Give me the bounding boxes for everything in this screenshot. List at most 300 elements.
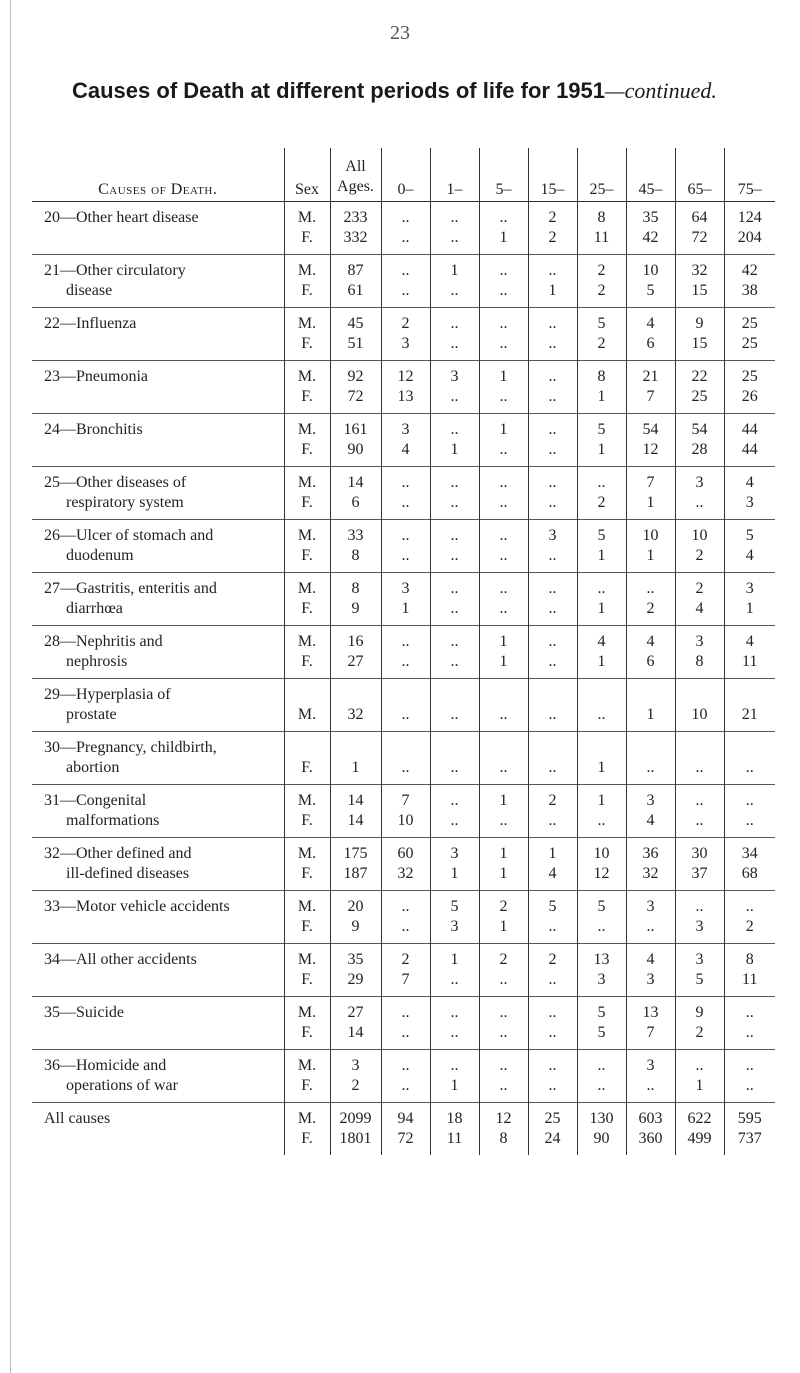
age-25-cell <box>577 626 626 679</box>
age-75-value: 204 <box>737 229 762 246</box>
age-65-value: 5 <box>695 971 704 988</box>
age-45-cell <box>626 520 675 573</box>
cause-label: respiratory system <box>66 494 184 511</box>
cause-cell <box>32 891 284 944</box>
age-45-cell <box>626 785 675 838</box>
age-15-cell <box>528 1050 577 1103</box>
age-15-cell <box>528 1103 577 1156</box>
age-25-value: 1 <box>597 388 606 405</box>
age-5-value: 12 <box>495 1110 512 1127</box>
age-15-cell <box>528 891 577 944</box>
age-25-value: .. <box>597 812 606 829</box>
age-25-value: 8 <box>597 368 606 385</box>
age-65-value: 8 <box>695 653 704 670</box>
sex-value: M. <box>297 315 317 332</box>
cause-cell <box>32 997 284 1050</box>
age-75-cell <box>724 732 775 785</box>
age-75-value: .. <box>745 1077 754 1094</box>
all-ages-cell <box>330 520 381 573</box>
page-title-main: Causes of Death at different periods of life for 1951 <box>72 78 606 103</box>
age-65-value: 9 <box>695 315 704 332</box>
header-all-ages-line-2: Ages. <box>337 178 374 195</box>
all-ages-value <box>331 738 381 758</box>
header-age-75: 75– <box>724 148 775 202</box>
age-0-value: 2 <box>401 951 410 968</box>
sex-value: F. <box>301 282 313 299</box>
sex-cell <box>284 520 330 573</box>
age-0-value: 7 <box>401 971 410 988</box>
age-25-value: 13 <box>593 951 610 968</box>
age-45-value: 10 <box>642 527 659 544</box>
all-ages-cell <box>330 944 381 997</box>
age-75-value: 44 <box>741 421 758 438</box>
age-1-value: 3 <box>450 845 459 862</box>
age-1-value: 1 <box>450 441 459 458</box>
table-row <box>32 679 775 732</box>
cause-label: 22—Influenza <box>44 315 137 332</box>
age-0-value: .. <box>401 706 410 723</box>
sex-value: M. <box>297 1057 317 1074</box>
age-15-cell <box>528 679 577 732</box>
sex-value: F. <box>301 600 313 617</box>
age-5-value: 1 <box>499 653 508 670</box>
age-15-value: .. <box>548 547 557 564</box>
age-15-value: .. <box>548 1024 557 1041</box>
age-25-cell <box>577 891 626 944</box>
cause-label: 29—Hyperplasia of <box>44 686 171 703</box>
age-45-cell <box>626 202 675 255</box>
age-1-value: .. <box>450 1024 459 1041</box>
table-row <box>32 308 775 361</box>
cause-cell <box>32 944 284 997</box>
age-25-value <box>578 738 626 758</box>
age-45-value: 54 <box>642 421 659 438</box>
age-25-value: .. <box>597 580 606 597</box>
age-5-cell <box>479 891 528 944</box>
age-75-cell <box>724 679 775 732</box>
age-65-cell <box>675 467 724 520</box>
age-1-value: .. <box>450 547 459 564</box>
age-0-cell <box>381 414 430 467</box>
age-15-cell <box>528 414 577 467</box>
age-0-cell <box>381 361 430 414</box>
age-25-value: .. <box>597 1057 606 1074</box>
cause-cell <box>32 467 284 520</box>
age-45-cell <box>626 944 675 997</box>
age-65-cell <box>675 679 724 732</box>
age-15-value: .. <box>548 1077 557 1094</box>
age-75-cell <box>724 255 775 308</box>
age-65-value: 3 <box>695 918 704 935</box>
age-75-value: 25 <box>741 368 758 385</box>
age-65-value: 2 <box>695 547 704 564</box>
age-75-cell <box>724 944 775 997</box>
all-ages-value: 332 <box>343 229 368 246</box>
all-ages-value: 14 <box>347 1024 364 1041</box>
age-5-cell <box>479 520 528 573</box>
all-ages-value: 90 <box>347 441 364 458</box>
age-45-value: .. <box>646 759 655 776</box>
age-1-value: .. <box>450 1004 459 1021</box>
age-0-cell <box>381 520 430 573</box>
sex-value <box>285 738 330 758</box>
cause-cell <box>32 785 284 838</box>
age-1-value: .. <box>450 209 459 226</box>
age-65-value: 3 <box>695 474 704 491</box>
header-age-0: 0– <box>381 148 430 202</box>
cause-cell <box>32 520 284 573</box>
sex-value: M. <box>297 262 317 279</box>
table-row <box>32 255 775 308</box>
page-binding-edge <box>10 0 11 1373</box>
age-65-value: 32 <box>691 262 708 279</box>
age-5-value: 1 <box>499 845 508 862</box>
all-ages-value: 175 <box>343 845 368 862</box>
age-65-cell <box>675 944 724 997</box>
age-25-value: 2 <box>597 262 606 279</box>
age-45-value: 7 <box>646 474 655 491</box>
all-ages-cell <box>330 732 381 785</box>
table-row <box>32 202 775 255</box>
all-ages-value: 14 <box>347 812 364 829</box>
age-25-cell <box>577 361 626 414</box>
cause-cell <box>32 732 284 785</box>
age-65-value: 15 <box>691 335 708 352</box>
sex-value: F. <box>301 547 313 564</box>
sex-cell <box>284 997 330 1050</box>
age-65-value: 64 <box>691 209 708 226</box>
age-65-cell <box>675 1103 724 1156</box>
age-1-cell <box>430 308 479 361</box>
all-ages-value: 3 <box>351 1057 360 1074</box>
age-5-value: .. <box>499 262 508 279</box>
age-0-cell <box>381 1103 430 1156</box>
age-75-value: 11 <box>742 971 758 988</box>
age-0-cell <box>381 838 430 891</box>
age-75-cell <box>724 997 775 1050</box>
table-row <box>32 944 775 997</box>
sex-cell <box>284 573 330 626</box>
age-75-value: 4 <box>745 633 754 650</box>
age-1-cell <box>430 838 479 891</box>
age-75-value: .. <box>745 1024 754 1041</box>
age-25-value: 130 <box>589 1110 614 1127</box>
age-15-value: 1 <box>548 282 557 299</box>
age-45-value: 13 <box>642 1004 659 1021</box>
sex-value: F. <box>301 1077 313 1094</box>
age-45-value: 1 <box>646 494 655 511</box>
all-ages-cell <box>330 838 381 891</box>
age-65-value: 28 <box>691 441 708 458</box>
age-25-cell <box>577 467 626 520</box>
sex-value: M. <box>297 951 317 968</box>
age-15-cell <box>528 255 577 308</box>
age-65-cell <box>675 838 724 891</box>
age-45-cell <box>626 838 675 891</box>
age-0-value: .. <box>401 653 410 670</box>
age-5-value: 1 <box>499 865 508 882</box>
age-0-cell <box>381 573 430 626</box>
table-row <box>32 891 775 944</box>
sex-value <box>285 685 330 705</box>
age-65-value: 1 <box>695 1077 704 1094</box>
age-15-cell <box>528 202 577 255</box>
cause-label: disease <box>66 282 113 299</box>
sex-cell <box>284 414 330 467</box>
age-65-value: .. <box>695 898 704 915</box>
age-45-value: 10 <box>642 262 659 279</box>
table-row <box>32 467 775 520</box>
age-75-value <box>725 685 776 705</box>
age-25-value: 2 <box>597 335 606 352</box>
table-row <box>32 785 775 838</box>
age-25-cell <box>577 414 626 467</box>
all-ages-value: 61 <box>347 282 364 299</box>
age-75-value: 25 <box>741 335 758 352</box>
age-5-cell <box>479 308 528 361</box>
age-0-value: .. <box>401 474 410 491</box>
sex-value: M. <box>297 898 317 915</box>
age-5-value: .. <box>499 600 508 617</box>
age-5-cell <box>479 1050 528 1103</box>
age-25-cell <box>577 838 626 891</box>
age-45-value: 2 <box>646 600 655 617</box>
age-5-value: .. <box>499 1004 508 1021</box>
age-15-value <box>529 685 577 705</box>
age-75-value: 44 <box>741 441 758 458</box>
cause-label: 20—Other heart disease <box>44 209 199 226</box>
age-75-cell <box>724 414 775 467</box>
age-5-value: .. <box>499 494 508 511</box>
page-title <box>72 78 772 104</box>
table-row <box>32 1050 775 1103</box>
table-row <box>32 361 775 414</box>
all-ages-value: 6 <box>351 494 360 511</box>
age-25-value <box>578 685 626 705</box>
age-65-value: 54 <box>691 421 708 438</box>
age-1-value: .. <box>450 421 459 438</box>
age-5-value: .. <box>499 759 508 776</box>
age-1-value: .. <box>450 388 459 405</box>
all-ages-value: 1 <box>351 759 360 776</box>
sex-cell <box>284 732 330 785</box>
age-25-value: 1 <box>597 653 606 670</box>
sex-cell <box>284 308 330 361</box>
age-15-value <box>529 738 577 758</box>
all-ages-cell <box>330 891 381 944</box>
all-ages-cell <box>330 1103 381 1156</box>
header-all-ages-line-1: All <box>345 158 366 175</box>
sex-value: F. <box>301 1130 313 1147</box>
age-25-cell <box>577 255 626 308</box>
age-25-value: 5 <box>597 527 606 544</box>
cause-label: 28—Nephritis and <box>44 633 163 650</box>
sex-value: F. <box>301 494 313 511</box>
age-65-cell <box>675 361 724 414</box>
age-75-value: .. <box>745 812 754 829</box>
age-0-value: 3 <box>401 335 410 352</box>
age-1-cell <box>430 467 479 520</box>
age-25-cell <box>577 679 626 732</box>
age-0-value: 10 <box>397 812 414 829</box>
sex-cell <box>284 1103 330 1156</box>
age-75-value: .. <box>745 792 754 809</box>
age-45-value <box>627 685 675 705</box>
age-65-value: 9 <box>695 1004 704 1021</box>
age-0-value <box>382 685 430 705</box>
age-0-value: 60 <box>397 845 414 862</box>
sex-value: F. <box>301 865 313 882</box>
age-75-value: .. <box>745 898 754 915</box>
cause-cell <box>32 202 284 255</box>
age-75-value: 21 <box>741 706 758 723</box>
age-0-value: .. <box>401 1057 410 1074</box>
age-45-value: 4 <box>646 951 655 968</box>
header-sex: Sex <box>284 148 330 202</box>
cause-label: 34—All other accidents <box>44 951 197 968</box>
age-75-cell <box>724 520 775 573</box>
age-75-value: 26 <box>741 388 758 405</box>
age-5-value: 1 <box>499 368 508 385</box>
sex-cell <box>284 1050 330 1103</box>
age-0-value: .. <box>401 759 410 776</box>
header-age-5: 5– <box>479 148 528 202</box>
age-65-value: 37 <box>691 865 708 882</box>
age-25-value: 5 <box>597 1004 606 1021</box>
age-15-cell <box>528 573 577 626</box>
age-0-value: .. <box>401 633 410 650</box>
age-5-value: .. <box>499 1057 508 1074</box>
age-25-value: 1 <box>597 759 606 776</box>
cause-cell <box>32 308 284 361</box>
header-age-65: 65– <box>675 148 724 202</box>
age-5-value: 1 <box>499 633 508 650</box>
age-65-value <box>676 685 724 705</box>
age-1-cell <box>430 573 479 626</box>
age-65-cell <box>675 520 724 573</box>
age-15-value: .. <box>548 335 557 352</box>
all-ages-value: 161 <box>343 421 368 438</box>
age-45-value <box>627 738 675 758</box>
age-25-value: 1 <box>597 792 606 809</box>
age-65-value: .. <box>695 792 704 809</box>
age-1-cell <box>430 255 479 308</box>
age-1-value: 1 <box>450 865 459 882</box>
age-5-cell <box>479 255 528 308</box>
age-0-value: .. <box>401 1024 410 1041</box>
age-15-value: .. <box>548 812 557 829</box>
age-0-value: 3 <box>401 580 410 597</box>
age-1-value: 1 <box>450 951 459 968</box>
age-1-value <box>431 685 479 705</box>
age-45-value: .. <box>646 580 655 597</box>
age-15-value: 2 <box>548 792 557 809</box>
age-45-value: 5 <box>646 282 655 299</box>
age-75-value: 42 <box>741 262 758 279</box>
header-age-15: 15– <box>528 148 577 202</box>
age-1-value: .. <box>450 633 459 650</box>
age-75-cell <box>724 1103 775 1156</box>
all-ages-value: 35 <box>347 951 364 968</box>
table-row <box>32 1103 775 1156</box>
age-15-value: .. <box>548 653 557 670</box>
header-all-ages <box>330 148 381 202</box>
page-title-continued: —continued. <box>605 78 717 103</box>
causes-of-death-table <box>32 148 775 1155</box>
age-5-value: .. <box>499 1024 508 1041</box>
age-75-value: 3 <box>745 580 754 597</box>
sex-value: F. <box>301 1024 313 1041</box>
age-5-value: .. <box>499 335 508 352</box>
age-15-value: 2 <box>548 229 557 246</box>
age-65-value: 22 <box>691 368 708 385</box>
age-75-cell <box>724 838 775 891</box>
age-5-cell <box>479 573 528 626</box>
all-ages-value: 8 <box>351 580 360 597</box>
age-75-value: 8 <box>745 951 754 968</box>
age-45-value: 3 <box>646 1057 655 1074</box>
sex-value: M. <box>297 1110 317 1127</box>
cause-label: 27—Gastritis, enteritis and <box>44 580 217 597</box>
age-1-value: .. <box>450 600 459 617</box>
age-15-cell <box>528 520 577 573</box>
age-25-cell <box>577 732 626 785</box>
age-65-cell <box>675 891 724 944</box>
age-1-value: .. <box>450 792 459 809</box>
age-65-value: .. <box>695 759 704 776</box>
age-45-value: .. <box>646 918 655 935</box>
age-25-value: 3 <box>597 971 606 988</box>
age-0-value: .. <box>401 262 410 279</box>
age-0-cell <box>381 732 430 785</box>
cause-cell <box>32 1103 284 1156</box>
age-5-cell <box>479 838 528 891</box>
cause-cell <box>32 626 284 679</box>
age-15-value: 1 <box>548 845 557 862</box>
sex-cell <box>284 838 330 891</box>
all-ages-value <box>331 685 381 705</box>
sex-cell <box>284 361 330 414</box>
age-65-cell <box>675 308 724 361</box>
age-1-value: .. <box>450 580 459 597</box>
cause-label: 33—Motor vehicle accidents <box>44 898 230 915</box>
age-25-value: 1 <box>597 441 606 458</box>
age-15-value: .. <box>548 494 557 511</box>
age-45-cell <box>626 308 675 361</box>
age-25-value: 1 <box>597 600 606 617</box>
age-45-value: 36 <box>642 845 659 862</box>
age-1-cell <box>430 414 479 467</box>
table-header <box>32 148 775 202</box>
age-1-value: 11 <box>446 1130 463 1147</box>
age-0-value <box>382 738 430 758</box>
age-0-value: 72 <box>397 1130 414 1147</box>
sex-value: F. <box>301 653 313 670</box>
age-0-cell <box>381 891 430 944</box>
age-1-value <box>431 738 479 758</box>
age-0-cell <box>381 679 430 732</box>
age-65-value: 4 <box>695 600 704 617</box>
age-5-value: .. <box>499 1077 508 1094</box>
age-15-value: .. <box>548 759 557 776</box>
cause-label: 35—Suicide <box>44 1004 124 1021</box>
age-5-value: 1 <box>499 421 508 438</box>
age-75-value: 34 <box>741 845 758 862</box>
table-body <box>32 202 775 1156</box>
sex-value: M. <box>297 527 317 544</box>
age-65-value: 2 <box>695 1024 704 1041</box>
cause-label: 25—Other diseases of <box>44 474 187 491</box>
